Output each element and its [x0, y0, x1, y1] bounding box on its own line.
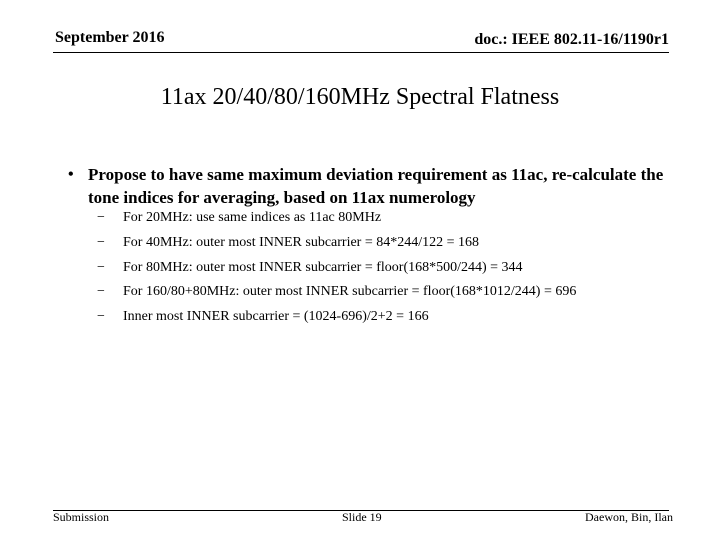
header-date: September 2016: [55, 29, 165, 46]
bullet-text: Propose to have same maximum deviation requirement as 11ac, re-calculate the tone indices for averaging, based on 11ax numerology: [88, 165, 664, 207]
sub-bullet-text: For 20MHz: use same indices as 11ac 80MHz: [123, 210, 382, 225]
footer-authors: Daewon, Bin, Ilan: [585, 510, 673, 524]
sub-bullet-item: [97, 309, 576, 334]
sub-bullet-text: Inner most INNER subcarrier = (1024-696)/2+2 = 166: [123, 309, 429, 325]
sub-bullet-item: [97, 284, 576, 309]
slide-title: 11ax 20/40/80/160MHz Spectral Flatness: [160, 84, 560, 110]
sub-bullet-text: For 40MHz: outer most INNER subcarrier = 84*244/122 = 168: [123, 234, 480, 250]
sub-bullet-item: [97, 260, 576, 285]
sub-bullet-text: For 160/80+80MHz: outer most INNER subcarrier = floor(168*1012/244) = 696: [123, 284, 577, 300]
sub-bullet-dash: −: [97, 309, 105, 325]
sub-bullet-dash: −: [97, 259, 105, 275]
sub-bullet-item: [97, 235, 576, 260]
sub-bullet-dash: −: [97, 210, 105, 225]
sub-bullet-dash: −: [97, 234, 105, 250]
sub-bullet-item: [97, 210, 576, 235]
sub-bullet-dash: −: [97, 284, 105, 300]
footer-slide-number: Slide 19: [342, 510, 382, 524]
header-divider: [53, 52, 669, 53]
sub-bullet-text: For 80MHz: outer most INNER subcarrier = floor(168*500/244) = 344: [123, 259, 523, 275]
bullet-marker: •: [68, 166, 74, 183]
header-doc-id: doc.: IEEE 802.11-16/1190r1: [474, 31, 669, 48]
sub-bullet-list: [97, 210, 576, 334]
footer-submission: Submission: [53, 510, 110, 524]
